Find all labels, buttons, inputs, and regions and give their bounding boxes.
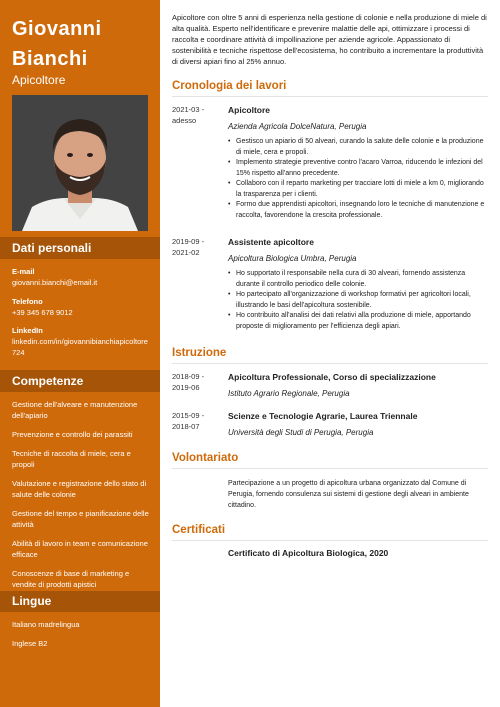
skill-item: Abilità di lavoro in team e comunicazione efficace (12, 539, 148, 559)
job-date: 2021-03 - adesso (172, 105, 205, 125)
job-bullet: • Gestisco un apiario di 50 alveari, curando la salute delle colonie e la produzione di miele, cera e propoli. (228, 137, 488, 158)
education-institution: Istituto Agrario Regionale, Perugia (228, 389, 350, 398)
phone-label: Telefono (12, 297, 43, 306)
linkedin-block (12, 325, 152, 358)
job-bullets (228, 269, 488, 332)
skills-heading: Competenze (0, 370, 160, 392)
skill-item: Gestione dell'alveare e manutenzione dell'apiario (12, 400, 138, 420)
skill-item: Gestione del tempo e pianificazione delle attività (12, 509, 149, 529)
phone-value[interactable]: +39 345 678 9012 (12, 308, 73, 317)
skill-item: Conoscenze di base di marketing e vendite di prodotti apistici (12, 569, 130, 589)
job-bullet: • Ho partecipato all'organizzazione di workshop formativi per agricoltori locali, illustrando le basi dell'apicoltura sostenibile. (228, 290, 488, 311)
job-bullet: • Formo due apprendisti apicoltori, insegnando loro le tecniche di manutenzione e raccolta, favorendone la crescita professionale. (228, 200, 488, 221)
sidebar (0, 0, 160, 707)
linkedin-label: LinkedIn (12, 326, 43, 335)
languages-heading: Lingue (0, 591, 160, 612)
education-title: Scienze e Tecnologie Agrarie, Laurea Triennale (228, 411, 418, 421)
education-date: 2018-09 - 2019-06 (172, 372, 205, 392)
volunteering-text: Partecipazione a un progetto di apicoltura urbana organizzato dal Comune di Perugia, fornendo consulenza sui sistemi di gestione degli alveari in ambiente cittadino. (228, 480, 469, 509)
skill-item: Prevenzione e controllo dei parassiti (12, 430, 133, 439)
education-heading: Istruzione (172, 347, 488, 364)
phone-block (12, 296, 152, 318)
language-item: Italiano madrelingua (12, 620, 80, 629)
education-institution: Università degli Studi di Perugia, Perugia (228, 428, 374, 437)
skill-item: Tecniche di raccolta di miele, cera e propoli (12, 449, 131, 469)
job-title: Assistente apicoltore (228, 237, 314, 247)
candidate-role: Apicoltore (12, 73, 66, 87)
job-bullet: • Ho contribuito all'analisi dei dati relativi alla produzione di miele, apportando proposte di miglioramento per l'efficienza degli apiari. (228, 311, 488, 332)
job-bullet: • Collaboro con il reparto marketing per tracciare lotti di miele a km 0, migliorando la trasparenza per i clienti. (228, 179, 488, 200)
email-value[interactable]: giovanni.bianchi@email.it (12, 278, 98, 287)
candidate-name: Giovanni Bianchi (12, 18, 102, 70)
profile-summary: Apicoltore con oltre 5 anni di esperienza nella gestione di colonie e nella produzione di miele di alta qualità. Esperto nell'identificare e prevenire malattie delle api, ottimizzare i processi di raccolta e coordinare attività di impollinazione per aziende agricole. Appassionato di sostenibilità e tecniche rispettose dell'ecosistema, ho contribuito a incrementare la produttività di diversi apiari fino al 25% annuo. (172, 13, 487, 66)
job-bullets (228, 137, 488, 221)
profile-photo (12, 95, 148, 231)
language-item: Inglese B2 (12, 639, 48, 648)
certificate-item: Certificato di Apicoltura Biologica, 2020 (228, 548, 389, 558)
job-employer: Azienda Agricola DolceNatura, Perugia (228, 122, 367, 131)
work-history-heading: Cronologia dei lavori (172, 80, 488, 97)
education-title: Apicoltura Professionale, Corso di specializzazione (228, 372, 436, 382)
linkedin-value[interactable]: linkedin.com/in/giovannibianchiapicoltore724 (12, 337, 148, 357)
email-label: E-mail (12, 267, 35, 276)
certificates-heading: Certificati (172, 524, 488, 541)
volunteering-heading: Volontariato (172, 452, 488, 469)
skills-list (12, 399, 152, 598)
education-date: 2015-09 - 2018-07 (172, 411, 205, 431)
personal-data-heading: Dati personali (0, 237, 160, 259)
job-title: Apicoltore (228, 105, 271, 115)
email-block (12, 266, 152, 288)
job-employer: Apicoltura Biologica Umbra, Perugia (228, 254, 357, 263)
job-bullet: • Ho supportato il responsabile nella cura di 30 alveari, fornendo assistenza durante il controllo periodico delle colonie. (228, 269, 488, 290)
job-bullet: • Implemento strategie preventive contro l'acaro Varroa, riducendo le infezioni del 15% rispetto all'anno precedente. (228, 158, 488, 179)
job-date: 2019-09 - 2021-02 (172, 237, 205, 257)
skill-item: Valutazione e registrazione dello stato di salute delle colonie (12, 479, 147, 499)
languages-list (12, 619, 152, 657)
